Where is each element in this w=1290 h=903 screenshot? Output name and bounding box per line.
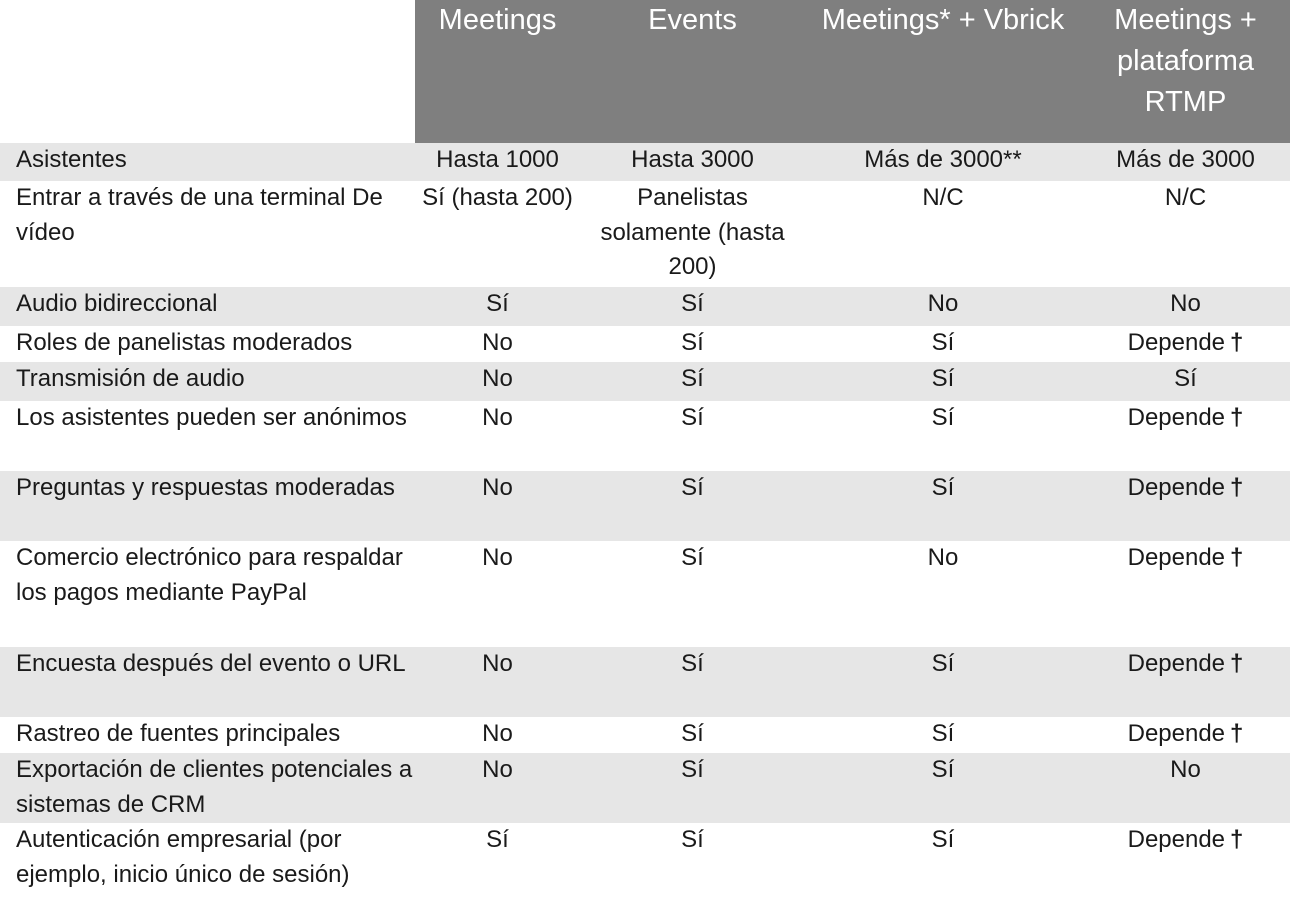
header-meetings: Meetings xyxy=(415,0,580,143)
cell-rtmp-text: Depende xyxy=(1127,720,1226,747)
cell-meetings: No xyxy=(415,471,580,541)
cell-vbrick: Sí xyxy=(931,404,955,431)
row-label: Encuesta después del evento o URL xyxy=(0,647,415,717)
table-row xyxy=(0,471,1290,541)
cell-events: Sí xyxy=(580,647,805,717)
dagger-mark: † xyxy=(1230,720,1244,747)
cell-events: Sí xyxy=(681,826,704,853)
cell-vbrick: Más de 3000** xyxy=(805,143,1081,181)
table-row xyxy=(0,823,1290,893)
cell-rtmp-text: Depende xyxy=(1127,544,1226,571)
cell-vbrick: Sí xyxy=(931,826,955,853)
row-label: Preguntas y respuestas moderadas xyxy=(0,471,415,541)
cell-events: Sí xyxy=(580,287,805,326)
header-blank xyxy=(0,0,415,143)
cell-meetings: No xyxy=(482,404,513,431)
table-header xyxy=(0,0,1290,143)
table-row xyxy=(0,717,1290,753)
cell-rtmp: Más de 3000 xyxy=(1081,143,1290,181)
cell-events: Sí xyxy=(580,753,805,823)
cell-rtmp xyxy=(1081,471,1290,541)
cell-vbrick: Sí xyxy=(805,753,1081,823)
cell-vbrick: N/C xyxy=(922,184,964,211)
cell-rtmp: N/C xyxy=(1164,184,1207,211)
cell-rtmp-text: Depende xyxy=(1127,826,1226,853)
cell-rtmp-text: Depende xyxy=(1127,474,1226,501)
dagger-mark: † xyxy=(1230,474,1244,501)
cell-vbrick: Sí xyxy=(931,329,955,356)
cell-meetings: No xyxy=(482,329,513,356)
cell-meetings: Sí (hasta 200) xyxy=(422,184,573,211)
cell-events: Sí xyxy=(681,544,704,571)
header-meetings-rtmp: Meetings + plataforma RTMP xyxy=(1081,0,1290,143)
table-row xyxy=(0,326,1290,362)
table-row xyxy=(0,143,1290,181)
row-label: Exportación de clientes potenciales a sistemas de CRM xyxy=(0,753,415,823)
cell-meetings: Sí xyxy=(415,287,580,326)
cell-rtmp: Sí xyxy=(1081,362,1290,401)
table-row xyxy=(0,541,1290,647)
row-label: Rastreo de fuentes principales xyxy=(16,720,341,747)
cell-rtmp: No xyxy=(1081,287,1290,326)
table-row xyxy=(0,287,1290,326)
cell-vbrick: No xyxy=(927,544,959,571)
row-label: Transmisión de audio xyxy=(0,362,415,401)
cell-rtmp xyxy=(1081,647,1290,717)
cell-rtmp xyxy=(1081,401,1290,471)
cell-events: Sí xyxy=(580,471,805,541)
cell-vbrick: Sí xyxy=(805,362,1081,401)
cell-rtmp xyxy=(1081,326,1290,362)
dagger-mark: † xyxy=(1230,329,1244,356)
cell-rtmp xyxy=(1081,823,1290,893)
dagger-mark: † xyxy=(1230,826,1244,853)
table-row xyxy=(0,181,1290,287)
header-meetings-vbrick: Meetings* + Vbrick xyxy=(805,0,1081,143)
cell-rtmp-text: Depende xyxy=(1127,404,1226,431)
cell-meetings: No xyxy=(415,647,580,717)
table-row xyxy=(0,362,1290,401)
cell-rtmp-text: Depende xyxy=(1127,650,1226,677)
cell-rtmp xyxy=(1081,541,1290,647)
row-label: Comercio electrónico para respaldar los pagos mediante PayPal xyxy=(16,544,403,606)
row-label: Entrar a través de una terminal De vídeo xyxy=(16,184,383,246)
cell-meetings: Hasta 1000 xyxy=(415,143,580,181)
cell-meetings: No xyxy=(482,720,513,747)
header-events: Events xyxy=(580,0,805,143)
dagger-mark: † xyxy=(1230,544,1244,571)
row-label: Audio bidireccional xyxy=(0,287,415,326)
table-row xyxy=(0,753,1290,823)
cell-rtmp xyxy=(1081,717,1290,753)
cell-vbrick: Sí xyxy=(805,647,1081,717)
cell-events: Sí xyxy=(681,720,704,747)
cell-vbrick: Sí xyxy=(931,720,955,747)
dagger-mark: † xyxy=(1230,404,1244,431)
cell-events: Sí xyxy=(681,404,704,431)
cell-events: Panelistas solamente (hasta 200) xyxy=(600,184,785,280)
cell-meetings: No xyxy=(482,544,513,571)
cell-meetings: No xyxy=(415,753,580,823)
row-label: Autenticación empresarial (por ejemplo, inicio único de sesión) xyxy=(16,826,350,888)
cell-vbrick: Sí xyxy=(805,471,1081,541)
table-row xyxy=(0,647,1290,717)
table-row xyxy=(0,401,1290,471)
cell-meetings: No xyxy=(415,362,580,401)
cell-rtmp: No xyxy=(1081,753,1290,823)
row-label: Asistentes xyxy=(0,143,415,181)
dagger-mark: † xyxy=(1230,650,1244,677)
cell-meetings: Sí xyxy=(486,826,509,853)
row-label: Roles de panelistas moderados xyxy=(16,329,353,356)
cell-events: Sí xyxy=(580,362,805,401)
cell-events: Sí xyxy=(681,329,704,356)
cell-vbrick: No xyxy=(805,287,1081,326)
row-label: Los asistentes pueden ser anónimos xyxy=(16,404,407,431)
cell-events: Hasta 3000 xyxy=(580,143,805,181)
cell-rtmp-text: Depende xyxy=(1127,329,1226,356)
